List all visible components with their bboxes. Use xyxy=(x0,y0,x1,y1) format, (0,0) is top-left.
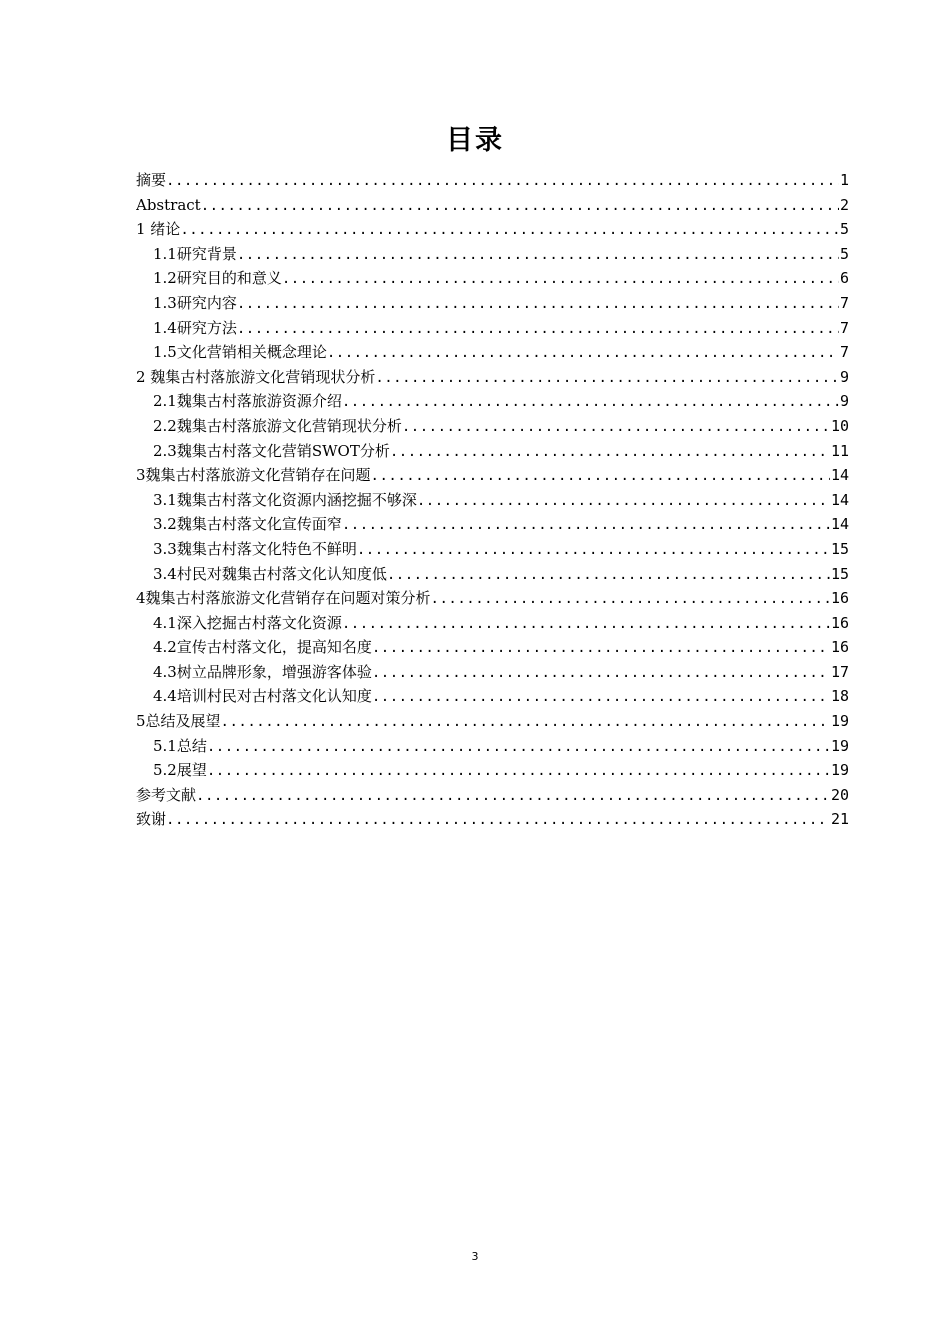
toc-entry-page: 9 xyxy=(839,367,849,386)
toc-entry-page: 20 xyxy=(830,785,849,804)
toc-entry[interactable] xyxy=(136,365,849,390)
toc-entry-text: 摘要 xyxy=(136,171,167,189)
toc-entry-text: 4魏集古村落旅游文化营销存在问题对策分析 xyxy=(136,589,431,608)
toc-entry-text: 参考文献 xyxy=(136,785,197,804)
toc-dot-leader xyxy=(342,612,830,636)
toc-entry-text: 4.2宣传古村落文化，提高知名度 xyxy=(153,638,372,657)
toc-entry[interactable] xyxy=(136,537,849,562)
toc-entry-text: 1 绪论 xyxy=(136,220,181,239)
toc-dot-leader xyxy=(237,292,839,316)
toc-dot-leader xyxy=(282,267,839,291)
toc-entry[interactable] xyxy=(136,758,849,783)
toc-dot-leader xyxy=(372,636,830,660)
toc-entry-text: 1.4研究方法 xyxy=(153,318,237,337)
toc-entry[interactable] xyxy=(136,660,849,685)
toc-dot-leader xyxy=(342,513,830,537)
toc-dot-leader xyxy=(201,194,839,218)
toc-entry[interactable] xyxy=(136,562,849,587)
toc-entry-page: 14 xyxy=(830,515,849,534)
toc-dot-leader xyxy=(221,710,830,734)
toc-dot-leader xyxy=(390,440,830,464)
toc-entry-page: 19 xyxy=(830,736,849,755)
toc-entry[interactable] xyxy=(136,340,849,365)
toc-entry[interactable] xyxy=(136,193,849,218)
toc-dot-leader xyxy=(207,735,830,759)
toc-entry[interactable] xyxy=(136,586,849,611)
toc-entry-page: 19 xyxy=(830,712,849,731)
toc-entry-page: 7 xyxy=(839,318,849,337)
toc-title: 目录 xyxy=(446,125,504,156)
toc-dot-leader xyxy=(180,218,839,242)
toc-entry-text: 4.4培训村民对古村落文化认知度 xyxy=(153,687,372,706)
toc-dot-leader xyxy=(372,685,830,709)
toc-entry-page: 10 xyxy=(830,416,849,435)
toc-entry[interactable] xyxy=(136,291,849,316)
toc-entry-page: 15 xyxy=(830,539,849,558)
toc-dot-leader xyxy=(166,169,839,193)
toc-entry-page: 14 xyxy=(830,466,849,485)
toc-entry-text: 3魏集古村落旅游文化营销存在问题 xyxy=(136,466,371,485)
toc-entry-page: 1 xyxy=(839,171,849,189)
toc-entry[interactable] xyxy=(136,266,849,291)
toc-dot-leader xyxy=(357,538,830,562)
toc-entry-text: 1.5文化营销相关概念理论 xyxy=(153,343,327,362)
toc-entry[interactable] xyxy=(136,488,849,513)
toc-entry-text: 3.2魏集古村落文化宣传面窄 xyxy=(153,515,342,534)
toc-entry-page: 17 xyxy=(830,662,849,681)
toc-dot-leader xyxy=(166,808,830,832)
toc-entry-text: 3.1魏集古村落文化资源内涵挖掘不够深 xyxy=(153,490,417,509)
toc-entry[interactable] xyxy=(136,734,849,759)
toc-entry[interactable] xyxy=(136,389,849,414)
toc-entry-page: 9 xyxy=(839,392,849,411)
toc-entry[interactable] xyxy=(136,168,849,193)
toc-entry[interactable] xyxy=(136,439,849,464)
toc-entry-page: 11 xyxy=(830,441,849,460)
toc-entry-text: 1.1研究背景 xyxy=(153,244,237,263)
toc-entry-page: 15 xyxy=(830,564,849,583)
toc-entry[interactable] xyxy=(136,242,849,267)
toc-entry[interactable] xyxy=(136,709,849,734)
toc-entry[interactable] xyxy=(136,463,849,488)
toc-entry-page: 14 xyxy=(830,490,849,509)
toc-entry-page: 16 xyxy=(830,613,849,632)
toc-dot-leader xyxy=(402,415,830,439)
toc-entry-page: 6 xyxy=(839,269,849,288)
toc-entry-text: 2 魏集古村落旅游文化营销现状分析 xyxy=(136,367,376,386)
toc-dot-leader xyxy=(431,587,830,611)
toc-entry[interactable] xyxy=(136,783,849,808)
toc-dot-leader xyxy=(387,563,830,587)
toc-entry-page: 7 xyxy=(839,293,849,312)
toc-entry-page: 16 xyxy=(830,638,849,657)
toc-entry[interactable] xyxy=(136,316,849,341)
toc-entry-page: 19 xyxy=(830,761,849,780)
toc-entry-page: 5 xyxy=(839,244,849,263)
toc-dot-leader xyxy=(375,366,839,390)
toc-entry-text: 1.3研究内容 xyxy=(153,293,237,312)
toc-dot-leader xyxy=(417,489,830,513)
toc-entry[interactable] xyxy=(136,217,849,242)
toc-dot-leader xyxy=(237,317,839,341)
toc-entry-text: 1.2研究目的和意义 xyxy=(153,269,282,288)
table-of-contents xyxy=(136,168,849,832)
toc-entry[interactable] xyxy=(136,611,849,636)
toc-entry[interactable] xyxy=(136,512,849,537)
toc-entry-text: 3.4村民对魏集古村落文化认知度低 xyxy=(153,564,387,583)
toc-entry[interactable] xyxy=(136,414,849,439)
toc-entry-text: Abstract xyxy=(136,195,201,214)
toc-dot-leader xyxy=(371,464,830,488)
toc-entry[interactable] xyxy=(136,635,849,660)
toc-entry-page: 2 xyxy=(839,195,849,214)
toc-entry[interactable] xyxy=(136,684,849,709)
toc-entry-text: 4.3树立品牌形象，增强游客体验 xyxy=(153,662,372,681)
toc-entry-text: 2.3魏集古村落文化营销SWOT分析 xyxy=(153,441,390,460)
toc-entry-text: 4.1深入挖掘古村落文化资源 xyxy=(153,613,342,632)
toc-entry[interactable] xyxy=(136,807,849,832)
page-number: 3 xyxy=(471,1250,479,1263)
toc-dot-leader xyxy=(327,341,839,365)
toc-entry-page: 5 xyxy=(839,220,849,239)
toc-entry-page: 16 xyxy=(830,589,849,608)
toc-entry-text: 5.2展望 xyxy=(153,761,207,780)
toc-dot-leader xyxy=(207,759,830,783)
toc-dot-leader xyxy=(196,784,830,808)
toc-dot-leader xyxy=(372,661,830,685)
toc-entry-text: 5.1总结 xyxy=(153,736,207,755)
toc-entry-text: 致谢 xyxy=(136,810,167,829)
toc-dot-leader xyxy=(237,243,839,267)
toc-entry-text: 3.3魏集古村落文化特色不鲜明 xyxy=(153,539,357,558)
toc-entry-page: 21 xyxy=(830,810,849,829)
toc-entry-text: 5总结及展望 xyxy=(136,712,221,731)
toc-entry-text: 2.2魏集古村落旅游文化营销现状分析 xyxy=(153,416,402,435)
toc-dot-leader xyxy=(342,390,839,414)
toc-entry-page: 7 xyxy=(839,343,849,362)
toc-entry-page: 18 xyxy=(830,687,849,706)
toc-entry-text: 2.1魏集古村落旅游资源介绍 xyxy=(153,392,342,411)
